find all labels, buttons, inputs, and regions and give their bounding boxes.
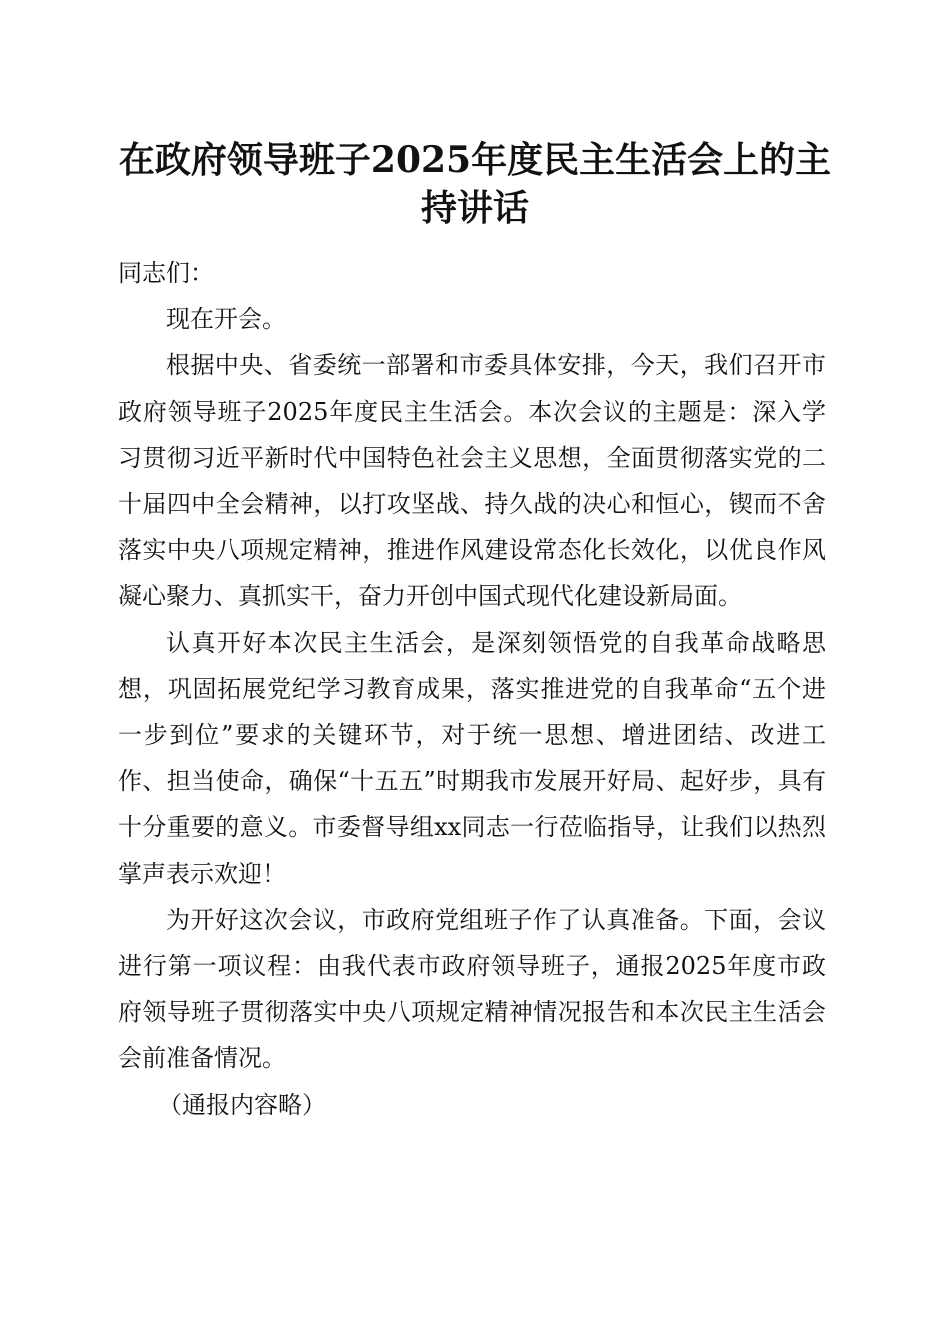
document-body xyxy=(118,250,826,1128)
paragraph-opening: 现在开会。 xyxy=(166,305,286,334)
report-omitted-note: （通报内容略） xyxy=(158,1090,326,1119)
document-title: 在政府领导班子2025年度民主生活会上的主持讲话 xyxy=(118,139,832,229)
paragraph-meeting-theme: 根据中央、省委统一部署和市委具体安排，今天，我们召开市政府领导班子2025年度民主生活会。本次会议的主题是：深入学习贯彻习近平新时代中国特色社会主义思想，全面贯彻落实党的二十届四中全会精神，以打攻坚战、持久战的决心和恒心，锲而不舍落实中央八项规定精神，推进作风建设常态化长效化，以优良作风凝心聚力、真抓实干，奋力开创中国式现代化建设新局面。 xyxy=(118,351,826,611)
salutation: 同志们： xyxy=(118,259,214,287)
paragraph-meeting-significance: 认真开好本次民主生活会，是深刻领悟党的自我革命战略思想，巩固拓展党纪学习教育成果，落实推进党的自我革命“五个进一步到位”要求的关键环节，对于统一思想、增进团结、改进工作、担当使命，确保“十五五”时期我市发展开好局、起好步，具有十分重要的意义。市委督导组xx同志一行莅临指导，让我们以热烈掌声表示欢迎！ xyxy=(118,628,826,888)
paragraph-agenda: 为开好这次会议，市政府党组班子作了认真准备。下面，会议进行第一项议程：由我代表市政府领导班子，通报2025年度市政府领导班子贯彻落实中央八项规定精神情况报告和本次民主生活会会前准备情况。 xyxy=(118,905,826,1073)
